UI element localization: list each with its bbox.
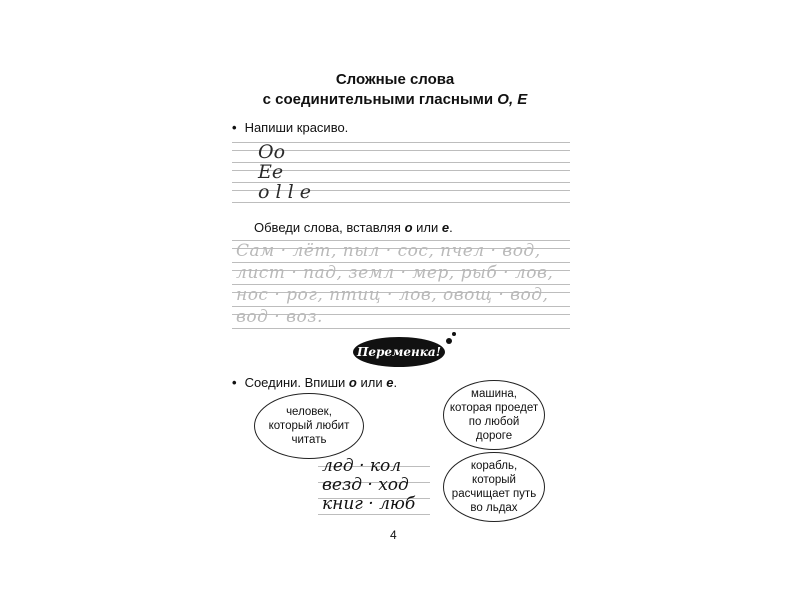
joiner-text: или <box>412 220 442 235</box>
vowel-e: е <box>441 220 450 235</box>
exercise-3-text: Соедини. Впиши <box>244 375 349 390</box>
joiner-text: или <box>356 375 387 390</box>
badge-dot-small <box>452 332 456 336</box>
title-line-2-text: с соединительными гласными <box>262 91 498 108</box>
oval-vehicle-line-3: по любой <box>468 416 520 428</box>
vowel-o: о <box>404 220 413 235</box>
trace-line-2: лист · пад, земл · мер, рыб · лов, <box>236 263 554 283</box>
oval-vehicle-line-1: машина, <box>471 388 517 400</box>
oval-icebreaker-line-1: корабль, <box>470 460 518 472</box>
badge-dot-large <box>446 338 452 344</box>
instruction-period: . <box>449 220 453 235</box>
word-all-terrain: везд · ход <box>322 475 409 495</box>
exercise-1-instruction <box>232 120 348 135</box>
break-badge: Переменка! <box>353 337 445 367</box>
exercise-2-instruction <box>254 220 453 235</box>
vowel-e: е <box>386 375 394 390</box>
sample-o: Оо <box>258 141 286 163</box>
oval-icebreaker-line-3: расчищает путь <box>451 488 537 500</box>
oval-vehicle-line-4: дороге <box>475 430 513 442</box>
title-line-2 <box>230 90 560 110</box>
oval-vehicle-line-2: которая проедет <box>449 402 539 414</box>
oval-icebreaker-line-4: во льдах <box>470 502 518 514</box>
oval-reader-line-3: читать <box>291 434 327 446</box>
page-number: 4 <box>390 528 397 542</box>
page-title <box>230 70 560 110</box>
title-line-1: Сложные слова <box>335 71 455 88</box>
sample-connectors: о l l е <box>258 181 311 203</box>
oval-icebreaker-line-2: который <box>472 474 516 486</box>
exercise-1-text: Напиши красиво. <box>244 120 349 135</box>
exercise-2-text: Обведи слова, вставляя <box>254 220 405 235</box>
trace-line-4: вод · воз. <box>236 307 323 327</box>
instruction-period: . <box>393 375 398 390</box>
trace-line-1: Сам · лёт, пыл · сос, пчел · вод, <box>236 241 541 261</box>
exercise-3-instruction <box>232 375 397 390</box>
word-book-lover: книг · люб <box>322 494 416 514</box>
oval-reader-line-1: человек, <box>286 406 332 418</box>
word-ice-cutter: лед · кол <box>322 456 402 476</box>
oval-reader <box>254 393 364 459</box>
trace-line-3: нос · рог, птиц · лов, овощ · вод, <box>236 285 549 305</box>
bullet-icon: • <box>232 375 237 390</box>
title-vowels: О, Е <box>497 91 528 108</box>
oval-vehicle <box>443 380 545 450</box>
oval-reader-line-2: который любит <box>268 420 350 432</box>
sample-e: Ее <box>258 161 284 183</box>
vowel-o: о <box>348 375 357 390</box>
bullet-icon: • <box>232 120 237 135</box>
oval-icebreaker <box>443 452 545 522</box>
